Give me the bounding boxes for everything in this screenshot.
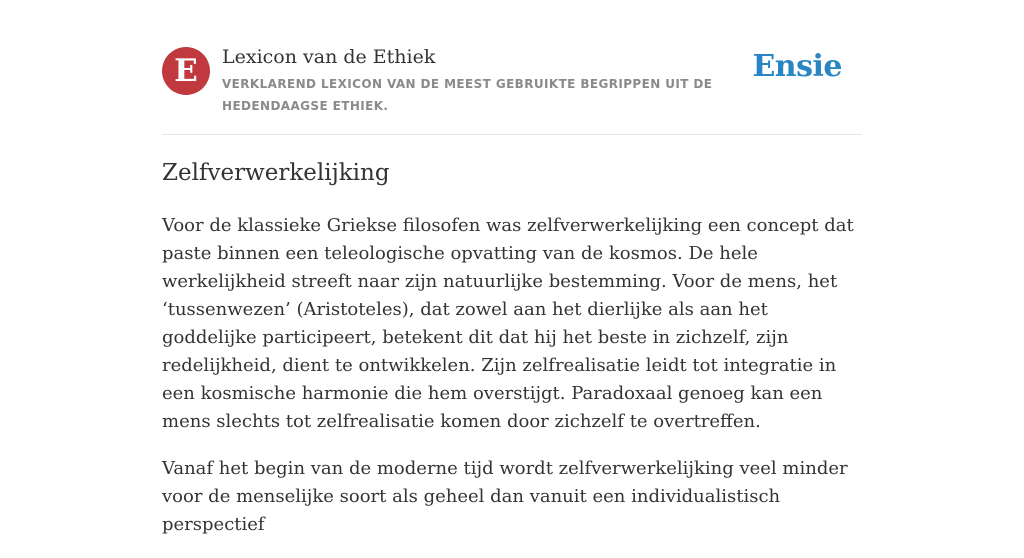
publication-subtitle: VERKLAREND LEXICON VAN DE MEEST GEBRUIKTE BEGRIPPEN UIT DE HEDENDAAGSE ETHIEK. xyxy=(222,77,713,113)
publication-header xyxy=(162,45,862,135)
article-title: Zelfverwerkelijking xyxy=(162,160,390,186)
article-paragraph: Voor de klassieke Griekse filosofen was zelfverwerkelijking een concept dat paste binnen een teleologische opvatting van de kosmos. De hele werkelijkheid streeft naar zijn natuurlijke bestemming. Voor de mens, het ‘tussenwezen’ (Aristoteles), dat zowel aan het dierlijke als aan het goddelijke participeert, betekent dit dat hij het beste in zichzelf, zijn redelijkheid, dient te ontwikkelen. Zijn zelfrealisatie leidt tot integratie in een kosmische harmonie die hem overstijgt. Paradoxaal genoeg kan een mens slechts tot zelfrealisatie komen door zichzelf te overtreffen. xyxy=(162,215,854,432)
ensie-brand-logo[interactable]: Ensie xyxy=(752,49,842,84)
article-body xyxy=(162,212,868,558)
lexicon-logo[interactable]: E xyxy=(162,47,210,95)
publication-title[interactable]: Lexicon van de Ethiek xyxy=(222,46,436,68)
article-paragraph: Vanaf het begin van de moderne tijd wordt zelfverwerkelijking veel minder voor de menselijke soort als geheel dan vanuit een individualistisch perspectief xyxy=(162,458,848,535)
